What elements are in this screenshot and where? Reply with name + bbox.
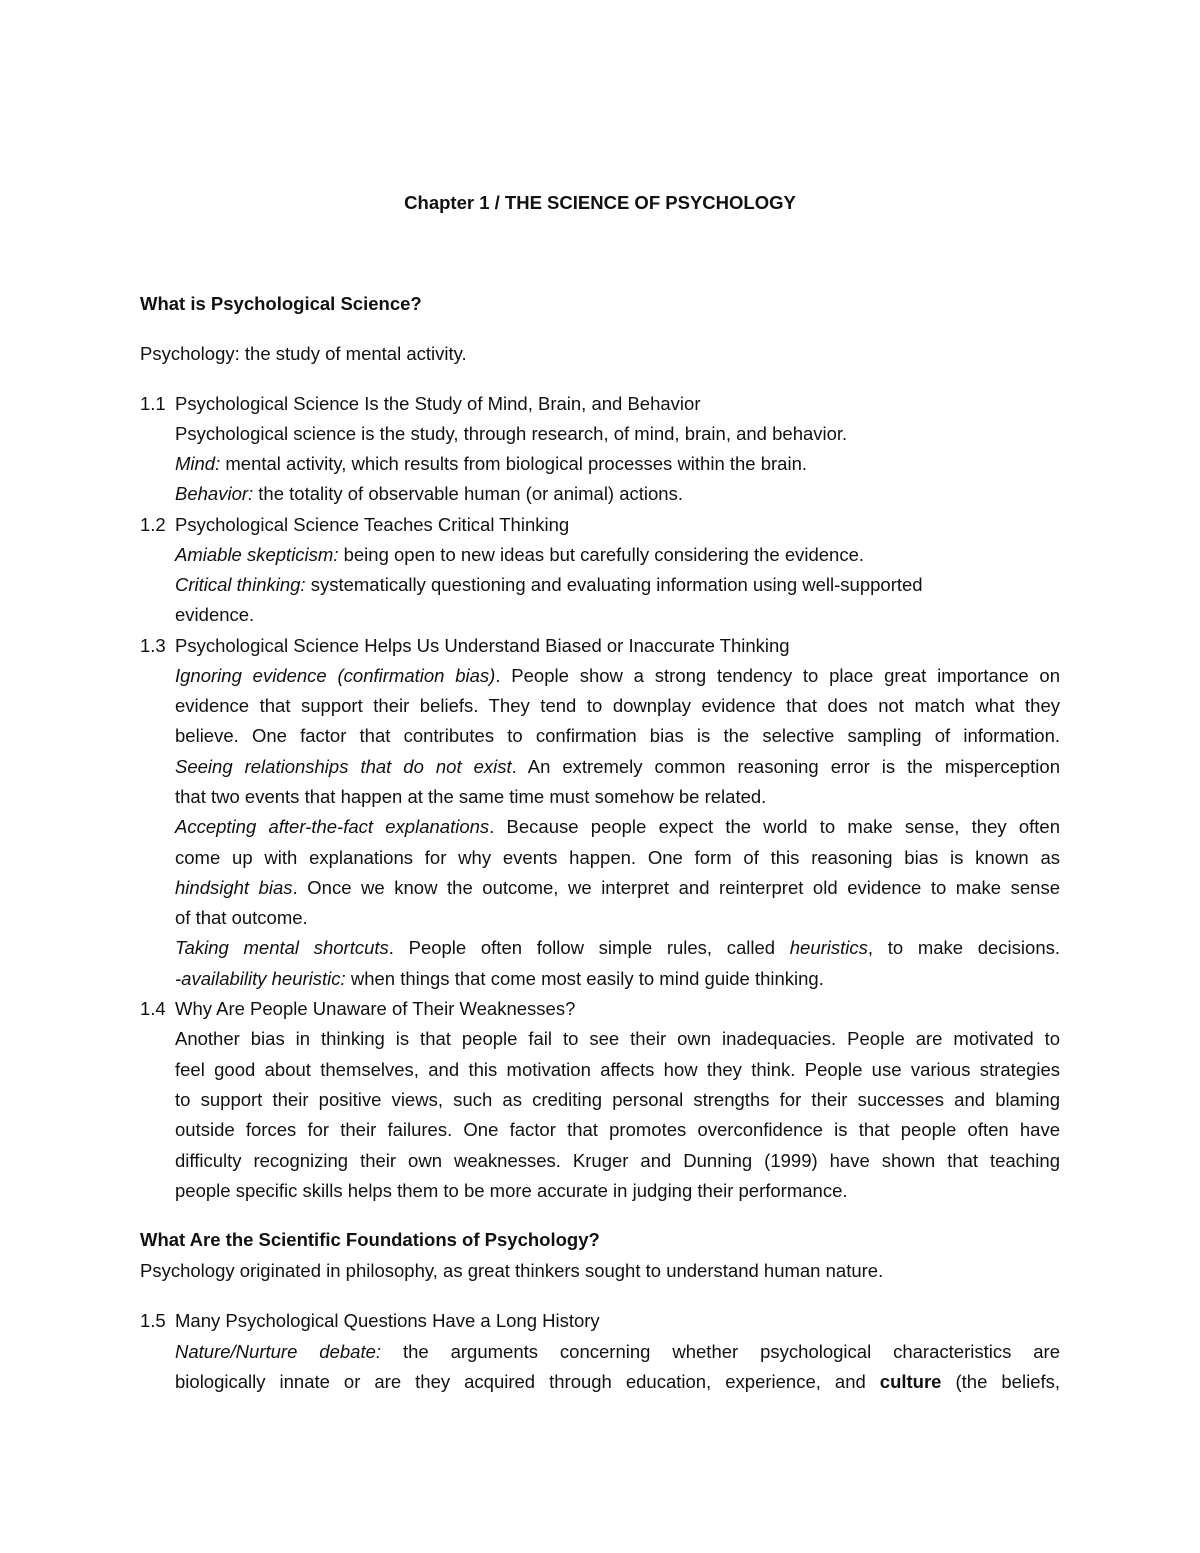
text-line: Another bias in thinking is that people fail to see their own inadequacies. People are motivated to bbox=[175, 1028, 1060, 1049]
text-line: Psychology originated in philosophy, as great thinkers sought to understand human nature. bbox=[140, 1260, 884, 1281]
text-line: to support their positive views, such as crediting personal strengths for their successes and blaming bbox=[175, 1089, 1060, 1110]
term: hindsight bias bbox=[175, 877, 293, 898]
text-span: biologically innate or are they acquired through education, experience, and bbox=[175, 1371, 880, 1392]
text-line: evidence. bbox=[175, 604, 255, 625]
section-heading: What is Psychological Science? bbox=[140, 293, 422, 314]
text-line bbox=[175, 1370, 1060, 1394]
term: -availability heuristic: bbox=[175, 968, 346, 989]
term: Mind: bbox=[175, 453, 221, 474]
definition: mental activity, which results from biological processes within the brain. bbox=[220, 453, 808, 474]
text-span: . People show a strong tendency to place great importance on bbox=[495, 665, 1060, 686]
section-heading: What Are the Scientific Foundations of Psychology? bbox=[140, 1229, 600, 1250]
text-line bbox=[175, 755, 1060, 779]
subsection-heading: Psychological Science Is the Study of Mind, Brain, and Behavior bbox=[175, 393, 701, 414]
definition: systematically questioning and evaluating information using well-supported bbox=[305, 574, 923, 595]
term: culture bbox=[879, 1371, 942, 1392]
text-line: believe. One factor that contributes to confirmation bias is the selective sampling of information. bbox=[175, 725, 1060, 746]
text-span: . An extremely common reasoning error is the misperception bbox=[511, 756, 1060, 777]
text-line: people specific skills helps them to be more accurate in judging their performance. bbox=[175, 1180, 848, 1201]
text-span: , to make decisions. bbox=[867, 937, 1060, 958]
text-line bbox=[175, 664, 1060, 688]
term: Psychology: bbox=[140, 343, 240, 364]
subsection-heading: Why Are People Unaware of Their Weaknesses? bbox=[175, 998, 576, 1019]
definition-line bbox=[175, 967, 824, 991]
definition: the totality of observable human (or animal) actions. bbox=[253, 483, 683, 504]
term: heuristics bbox=[789, 937, 868, 958]
subsection-heading: Psychological Science Teaches Critical Thinking bbox=[175, 514, 570, 535]
text-line: difficulty recognizing their own weaknesses. Kruger and Dunning (1999) have shown that teaching bbox=[175, 1150, 1060, 1171]
text-span: . People often follow simple rules, called bbox=[388, 937, 790, 958]
text-span: . Once we know the outcome, we interpret and reinterpret old evidence to make sense bbox=[292, 877, 1060, 898]
subsection-heading: Many Psychological Questions Have a Long History bbox=[175, 1310, 600, 1331]
term: Amiable skepticism: bbox=[175, 544, 339, 565]
definition: when things that come most easily to mind guide thinking. bbox=[345, 968, 824, 989]
subsection-number: 1.5 bbox=[140, 1310, 166, 1331]
subsection-number: 1.1 bbox=[140, 393, 166, 414]
definition: being open to new ideas but carefully considering the evidence. bbox=[338, 544, 865, 565]
subsection-number: 1.3 bbox=[140, 635, 166, 656]
term: Ignoring evidence (confirmation bias) bbox=[175, 665, 496, 686]
definition-line bbox=[175, 482, 683, 506]
text-line: feel good about themselves, and this motivation affects how they think. People use various strategies bbox=[175, 1059, 1060, 1080]
text-line: evidence that support their beliefs. They tend to downplay evidence that does not match what they bbox=[175, 695, 1060, 716]
term: Critical thinking: bbox=[175, 574, 306, 595]
text-line: of that outcome. bbox=[175, 907, 308, 928]
term: Accepting after-the-fact explanations bbox=[175, 816, 490, 837]
text-line: come up with explanations for why events happen. One form of this reasoning bias is known as bbox=[175, 847, 1060, 868]
text-line: Psychological science is the study, through research, of mind, brain, and behavior. bbox=[175, 423, 848, 444]
definition-line bbox=[175, 1340, 1060, 1364]
definition-line bbox=[175, 573, 923, 597]
definition: the study of mental activity. bbox=[239, 343, 467, 364]
text-span: (the beliefs, bbox=[941, 1371, 1061, 1392]
term: Nature/Nurture debate: bbox=[175, 1341, 382, 1362]
text-span: . Because people expect the world to make sense, they often bbox=[489, 816, 1060, 837]
definition-line bbox=[140, 342, 467, 366]
definition-line bbox=[175, 452, 807, 476]
subsection-number: 1.2 bbox=[140, 514, 166, 535]
text-span: the arguments concerning whether psychological characteristics are bbox=[381, 1341, 1061, 1362]
definition-line bbox=[175, 543, 864, 567]
text-line bbox=[175, 815, 1060, 839]
subsection-number: 1.4 bbox=[140, 998, 166, 1019]
text-line bbox=[175, 876, 1060, 900]
page-title: Chapter 1 / THE SCIENCE OF PSYCHOLOGY bbox=[404, 192, 796, 213]
text-line: outside forces for their failures. One factor that promotes overconfidence is that people often have bbox=[175, 1119, 1060, 1140]
subsection-heading: Psychological Science Helps Us Understand Biased or Inaccurate Thinking bbox=[175, 635, 790, 656]
text-line bbox=[175, 936, 1060, 960]
term: Taking mental shortcuts bbox=[175, 937, 389, 958]
term: Behavior: bbox=[175, 483, 254, 504]
term: Seeing relationships that do not exist bbox=[175, 756, 512, 777]
text-line: that two events that happen at the same time must somehow be related. bbox=[175, 786, 767, 807]
